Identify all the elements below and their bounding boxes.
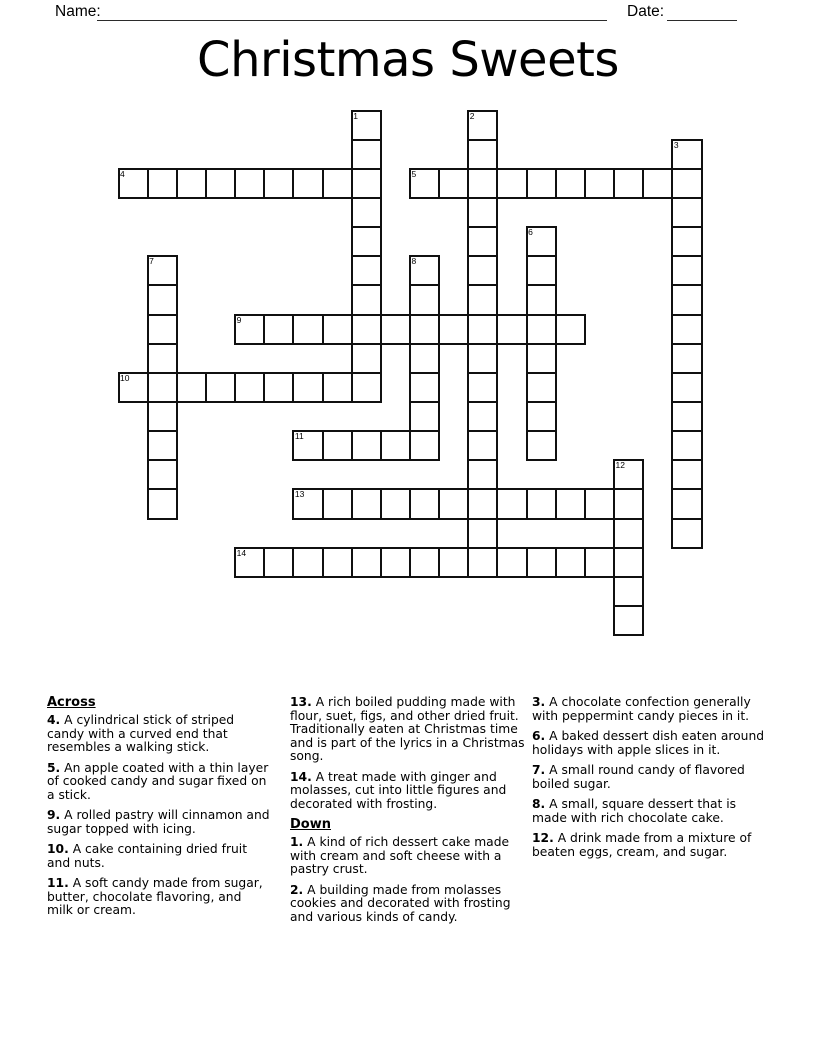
clue-number: 8.: [532, 797, 546, 811]
clue-down-7: [532, 764, 772, 791]
cell-number: 3: [673, 139, 679, 150]
clue-number: 9.: [47, 808, 61, 822]
grid-cell[interactable]: [526, 168, 557, 199]
clue-number: 10.: [47, 842, 69, 856]
grid-cell[interactable]: [671, 168, 702, 199]
grid-cell[interactable]: [234, 372, 265, 403]
clue-down-1: [290, 836, 526, 877]
grid-cell[interactable]: [205, 372, 236, 403]
cell-number: 14: [236, 547, 247, 558]
grid-cell[interactable]: [322, 430, 353, 461]
grid-cell[interactable]: [671, 314, 702, 345]
puzzle-title: Christmas Sweets: [197, 32, 619, 88]
clue-text: A cake containing dried fruit and nuts.: [47, 842, 248, 870]
grid-cell[interactable]: [351, 255, 382, 286]
grid-cell[interactable]: [467, 430, 498, 461]
clue-text: A chocolate confection generally with peppermint candy pieces in it.: [532, 695, 751, 723]
clues-column-1: [47, 696, 271, 925]
grid-cell[interactable]: [467, 197, 498, 228]
grid-cell[interactable]: [409, 314, 440, 345]
grid-cell[interactable]: [351, 343, 382, 374]
cell-number: 5: [411, 168, 417, 179]
grid-cell[interactable]: [409, 343, 440, 374]
grid-cell[interactable]: [351, 139, 382, 170]
grid-cell[interactable]: [351, 226, 382, 257]
grid-cell[interactable]: [467, 139, 498, 170]
grid-cell[interactable]: [671, 284, 702, 315]
grid-cell[interactable]: [292, 314, 323, 345]
clue-across-14: [290, 771, 526, 812]
grid-cell[interactable]: [671, 255, 702, 286]
grid-cell[interactable]: [147, 372, 178, 403]
down-heading: Down: [290, 817, 331, 832]
grid-cell[interactable]: [438, 547, 469, 578]
grid-cell[interactable]: [438, 488, 469, 519]
grid-cell[interactable]: [292, 372, 323, 403]
grid-cell[interactable]: [409, 284, 440, 315]
grid-cell[interactable]: [322, 314, 353, 345]
clue-number: 4.: [47, 713, 61, 727]
grid-cell[interactable]: [613, 547, 644, 578]
grid-cell[interactable]: [409, 372, 440, 403]
cell-number: 9: [236, 314, 242, 325]
clue-across-11: [47, 877, 271, 918]
clue-across-5: [47, 762, 271, 803]
cell-number: 8: [411, 256, 417, 267]
grid-cell[interactable]: [496, 168, 527, 199]
grid-cell[interactable]: [380, 430, 411, 461]
grid-cell[interactable]: [467, 488, 498, 519]
clue-number: 6.: [532, 729, 546, 743]
grid-cell[interactable]: [467, 459, 498, 490]
grid-cell[interactable]: [671, 401, 702, 432]
grid-cell[interactable]: [351, 547, 382, 578]
cell-number: 12: [615, 460, 626, 471]
cell-number: 1: [353, 110, 358, 121]
grid-cell[interactable]: [671, 459, 702, 490]
across-heading: Across: [47, 695, 96, 710]
grid-cell[interactable]: [526, 314, 557, 345]
grid-cell[interactable]: [322, 488, 353, 519]
clues-column-3: [532, 696, 772, 866]
grid-cell[interactable]: [351, 488, 382, 519]
clue-number: 7.: [532, 763, 546, 777]
grid-cell[interactable]: [467, 518, 498, 549]
grid-cell[interactable]: [147, 459, 178, 490]
clue-text: A cylindrical stick of striped candy with a curved end that resembles a walking stick.: [47, 713, 235, 754]
grid-cell[interactable]: [613, 518, 644, 549]
grid-cell[interactable]: [322, 547, 353, 578]
clue-number: 14.: [290, 769, 312, 784]
grid-cell[interactable]: [147, 168, 178, 199]
grid-cell[interactable]: [263, 168, 294, 199]
grid-cell[interactable]: [555, 314, 586, 345]
grid-cell[interactable]: [467, 547, 498, 578]
grid-cell[interactable]: [526, 372, 557, 403]
grid-cell[interactable]: [438, 314, 469, 345]
grid-cell[interactable]: [322, 168, 353, 199]
grid-cell[interactable]: [351, 430, 382, 461]
grid-cell[interactable]: [176, 168, 207, 199]
grid-cell[interactable]: [496, 488, 527, 519]
grid-cell[interactable]: [351, 197, 382, 228]
grid-cell[interactable]: [409, 488, 440, 519]
grid-cell[interactable]: [467, 226, 498, 257]
cell-number: 11: [294, 431, 304, 442]
clue-number: 12.: [532, 831, 554, 845]
grid-cell[interactable]: [292, 547, 323, 578]
grid-cell[interactable]: [496, 547, 527, 578]
clue-number: 11.: [47, 876, 69, 890]
grid-cell[interactable]: [526, 343, 557, 374]
grid-cell[interactable]: [147, 488, 178, 519]
clues-column-2: [290, 696, 526, 931]
grid-cell[interactable]: [380, 488, 411, 519]
grid-cell[interactable]: [351, 168, 382, 199]
grid-cell[interactable]: [671, 430, 702, 461]
grid-cell[interactable]: [613, 576, 644, 607]
clue-number: 3.: [532, 695, 546, 709]
grid-cell[interactable]: [467, 372, 498, 403]
clue-text: A soft candy made from sugar, butter, chocolate flavoring, and milk or cream.: [47, 876, 263, 917]
grid-cell[interactable]: [351, 372, 382, 403]
grid-cell[interactable]: [467, 343, 498, 374]
grid-cell[interactable]: [409, 401, 440, 432]
grid-cell[interactable]: [496, 314, 527, 345]
grid-cell[interactable]: [642, 168, 673, 199]
name-label: Name:: [55, 3, 101, 20]
clue-text: A rich boiled pudding made with flour, suet, figs, and other dried fruit. Traditionally eaten at Christmas time and is part of the lyrics in a Christmas song.: [290, 695, 525, 763]
cell-number: 4: [120, 168, 125, 179]
grid-cell[interactable]: [147, 430, 178, 461]
grid-cell[interactable]: [613, 168, 644, 199]
clue-down-6: [532, 730, 772, 757]
cell-number: 10: [120, 372, 130, 383]
grid-cell[interactable]: [467, 314, 498, 345]
clue-across-13: [290, 696, 526, 764]
grid-cell[interactable]: [205, 168, 236, 199]
grid-cell[interactable]: [438, 168, 469, 199]
clue-text: A drink made from a mixture of beaten eggs, cream, and sugar.: [532, 831, 752, 859]
clue-down-2: [290, 884, 526, 925]
grid-cell[interactable]: [555, 168, 586, 199]
grid-cell[interactable]: [613, 488, 644, 519]
grid-cell[interactable]: [322, 372, 353, 403]
grid-cell[interactable]: [467, 401, 498, 432]
clue-text: A small round candy of flavored boiled sugar.: [532, 763, 745, 791]
cell-number: 2: [469, 110, 475, 121]
cell-number: 6: [528, 227, 533, 238]
grid-cell[interactable]: [380, 547, 411, 578]
grid-cell[interactable]: [671, 488, 702, 519]
clue-text: An apple coated with a thin layer of cooked candy and sugar fixed on a stick.: [47, 760, 269, 802]
grid-cell[interactable]: [467, 284, 498, 315]
grid-cell[interactable]: [584, 547, 615, 578]
grid-cell[interactable]: [176, 372, 207, 403]
grid-cell[interactable]: [409, 547, 440, 578]
grid-cell[interactable]: [555, 547, 586, 578]
clue-number: 1.: [290, 835, 304, 849]
clue-text: A building made from molasses cookies and decorated with frosting and various kinds of candy.: [290, 882, 511, 924]
grid-cell[interactable]: [526, 488, 557, 519]
grid-cell[interactable]: [671, 197, 702, 228]
clue-text: A small, square dessert that is made with rich chocolate cake.: [532, 797, 737, 825]
grid-cell[interactable]: [263, 547, 294, 578]
date-label: Date:: [627, 3, 665, 20]
clue-text: A rolled pastry will cinnamon and sugar topped with icing.: [47, 808, 270, 836]
grid-cell[interactable]: [526, 430, 557, 461]
clue-down-8: [532, 798, 772, 825]
grid-cell[interactable]: [467, 168, 498, 199]
grid-cell[interactable]: [409, 430, 440, 461]
grid-cell[interactable]: [584, 168, 615, 199]
grid-cell[interactable]: [147, 401, 178, 432]
grid-cell[interactable]: [263, 372, 294, 403]
clue-number: 13.: [290, 695, 312, 709]
clue-across-10: [47, 843, 271, 870]
clue-text: A baked dessert dish eaten around holidays with apple slices in it.: [532, 729, 765, 757]
grid-cell[interactable]: [584, 488, 615, 519]
clue-number: 2.: [290, 882, 304, 897]
grid-cell[interactable]: [351, 284, 382, 315]
grid-cell[interactable]: [526, 284, 557, 315]
grid-cell[interactable]: [613, 605, 644, 636]
grid-cell[interactable]: [555, 488, 586, 519]
grid-cell[interactable]: [671, 226, 702, 257]
grid-cell[interactable]: [671, 372, 702, 403]
cell-number: 7: [149, 256, 154, 267]
clue-down-12: [532, 832, 772, 859]
clue-text: A treat made with ginger and molasses, cut into little figures and decorated with frosting.: [290, 769, 507, 811]
grid-cell[interactable]: [263, 314, 294, 345]
clue-text: A kind of rich dessert cake made with cream and soft cheese with a pastry crust.: [290, 835, 510, 876]
grid-cell[interactable]: [526, 401, 557, 432]
clue-across-4: [47, 714, 271, 755]
grid-cell[interactable]: [526, 255, 557, 286]
cell-number: 13: [294, 489, 305, 500]
grid-cell[interactable]: [467, 255, 498, 286]
clue-down-3: [532, 696, 772, 723]
grid-cell[interactable]: [147, 343, 178, 374]
grid-cell[interactable]: [351, 314, 382, 345]
grid-cell[interactable]: [147, 284, 178, 315]
grid-cell[interactable]: [526, 547, 557, 578]
grid-cell[interactable]: [292, 168, 323, 199]
grid-cell[interactable]: [234, 168, 265, 199]
grid-cell[interactable]: [671, 518, 702, 549]
clue-number: 5.: [47, 760, 61, 775]
grid-cell[interactable]: [671, 343, 702, 374]
grid-cell[interactable]: [380, 314, 411, 345]
clue-across-9: [47, 809, 271, 836]
grid-cell[interactable]: [147, 314, 178, 345]
